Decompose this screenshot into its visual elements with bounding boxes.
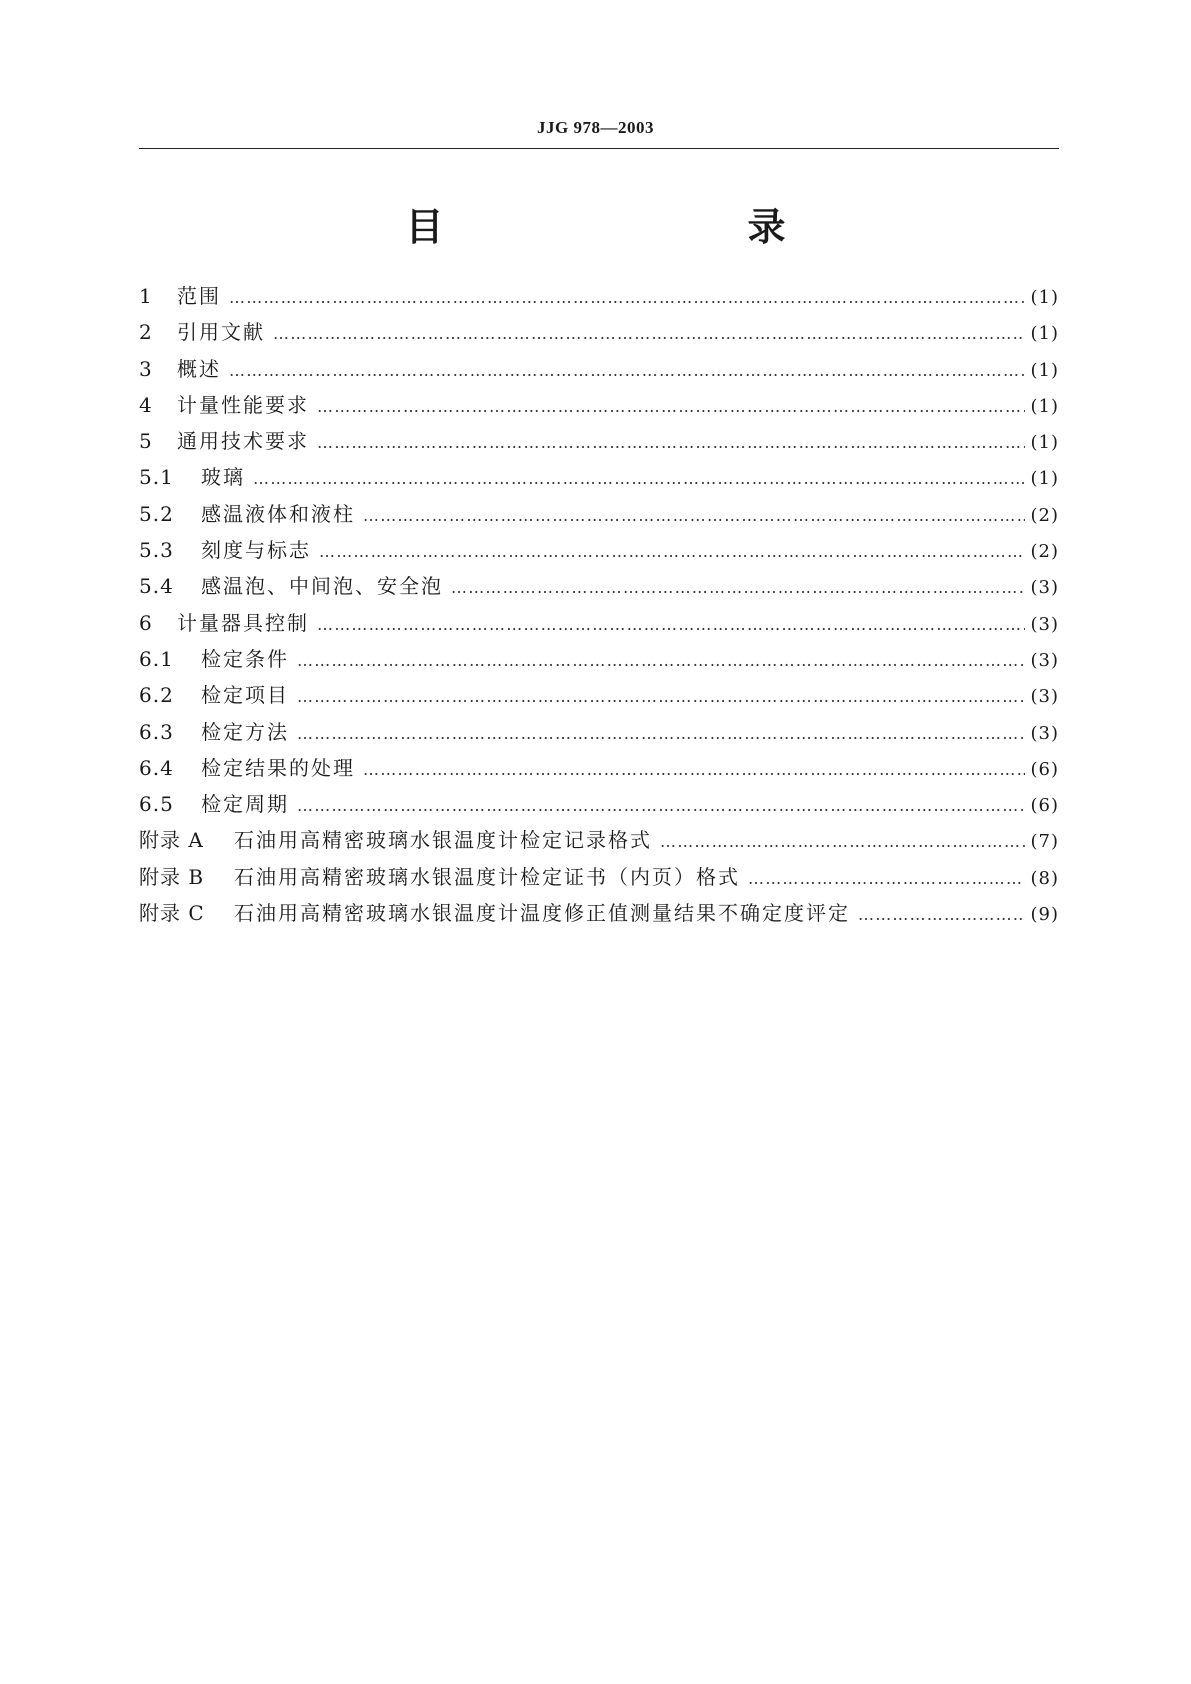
toc-entry[interactable] <box>139 607 1059 643</box>
toc-entry-page: (7) <box>1030 831 1059 853</box>
table-of-contents <box>139 280 1059 933</box>
toc-entry-page: (1) <box>1030 287 1059 308</box>
toc-entry-number: 5.1 <box>139 465 174 490</box>
toc-entry[interactable] <box>139 861 1059 897</box>
toc-entry-number: 附录 A <box>139 828 204 853</box>
toc-entry-page: (3) <box>1030 613 1059 635</box>
toc-entry-page: (9) <box>1030 904 1059 926</box>
toc-leader-dots <box>229 288 1025 307</box>
toc-entry[interactable] <box>139 353 1059 389</box>
toc-entry-page: (1) <box>1030 468 1059 490</box>
toc-leader-dots <box>229 361 1025 380</box>
toc-entry-number: 1 <box>139 284 153 308</box>
toc-leader-dots <box>253 469 1025 488</box>
toc-entry-number: 2 <box>139 320 153 345</box>
toc-entry-page: (8) <box>1030 867 1059 889</box>
toc-entry[interactable] <box>139 824 1059 860</box>
toc-leader-dots <box>363 760 1025 779</box>
toc-entry[interactable] <box>139 679 1059 715</box>
toc-leader-dots <box>297 796 1025 815</box>
toc-entry-number: 6.2 <box>139 683 174 708</box>
toc-entry-title: 石油用高精密玻璃水银温度计检定记录格式 <box>234 828 652 853</box>
toc-entry-page: (1) <box>1030 323 1059 345</box>
toc-entry-page: (3) <box>1030 577 1059 599</box>
toc-entry-title: 石油用高精密玻璃水银温度计检定证书（内页）格式 <box>234 864 740 889</box>
toc-leader-dots <box>297 724 1025 743</box>
toc-leader-dots <box>451 578 1025 597</box>
toc-entry-page: (3) <box>1030 686 1059 708</box>
toc-entry-title: 引用文献 <box>177 320 265 345</box>
toc-entry-page: (6) <box>1030 758 1059 780</box>
toc-entry-title: 计量器具控制 <box>177 610 309 635</box>
toc-entry-number: 6.4 <box>139 755 174 780</box>
toc-entry-page: (2) <box>1030 541 1059 563</box>
toc-entry-number: 6.5 <box>139 792 174 817</box>
toc-leader-dots <box>319 542 1025 561</box>
toc-entry-title: 概述 <box>177 356 221 381</box>
toc-entry-page: (3) <box>1030 649 1059 671</box>
toc-entry-title: 检定项目 <box>201 683 289 708</box>
toc-entry-title: 石油用高精密玻璃水银温度计温度修正值测量结果不确定度评定 <box>234 901 850 926</box>
toc-entry-page: (1) <box>1030 395 1059 417</box>
toc-entry[interactable] <box>139 461 1059 497</box>
toc-leader-dots <box>273 324 1025 343</box>
toc-entry-page: (3) <box>1030 722 1059 744</box>
toc-entry-number: 5.2 <box>139 501 174 526</box>
toc-leader-dots <box>363 506 1025 525</box>
toc-entry-page: (1) <box>1030 359 1059 381</box>
toc-entry[interactable] <box>139 425 1059 461</box>
toc-entry-number: 3 <box>139 356 153 381</box>
toc-entry[interactable] <box>139 534 1059 570</box>
toc-entry-title: 检定方法 <box>201 719 289 744</box>
toc-entry[interactable] <box>139 280 1059 316</box>
toc-leader-dots <box>317 615 1025 634</box>
toc-leader-dots <box>297 651 1025 670</box>
toc-entry-number: 附录 B <box>139 864 205 889</box>
toc-entry-page: (1) <box>1030 432 1059 454</box>
toc-leader-dots <box>858 905 1025 924</box>
toc-leader-dots <box>317 397 1025 416</box>
toc-entry-page: (2) <box>1030 504 1059 526</box>
toc-entry-page: (6) <box>1030 795 1059 817</box>
toc-entry[interactable] <box>139 716 1059 752</box>
toc-entry[interactable] <box>139 316 1059 352</box>
toc-entry-title: 玻璃 <box>201 465 245 490</box>
toc-leader-dots <box>748 869 1025 888</box>
toc-entry-title: 刻度与标志 <box>201 538 311 563</box>
toc-entry-number: 5.4 <box>139 574 174 599</box>
toc-entry[interactable] <box>139 498 1059 534</box>
toc-entry[interactable] <box>139 643 1059 679</box>
toc-leader-dots <box>660 832 1025 851</box>
toc-entry-title: 范围 <box>177 284 221 308</box>
toc-entry-title: 计量性能要求 <box>177 392 309 417</box>
toc-entry-title: 感温泡、中间泡、安全泡 <box>201 574 443 599</box>
toc-entry[interactable] <box>139 788 1059 824</box>
toc-entry-number: 5.3 <box>139 538 174 563</box>
toc-entry-title: 检定周期 <box>201 792 289 817</box>
toc-entry[interactable] <box>139 389 1059 425</box>
toc-entry-number: 6.1 <box>139 646 174 671</box>
toc-entry-title: 检定条件 <box>201 646 289 671</box>
toc-entry-number: 4 <box>139 392 153 417</box>
toc-entry-number: 附录 C <box>139 901 205 926</box>
document-code: JJG 978—2003 <box>537 118 654 137</box>
toc-entry[interactable] <box>139 570 1059 606</box>
toc-entry[interactable] <box>139 752 1059 788</box>
toc-entry-number: 5 <box>139 429 153 454</box>
toc-leader-dots <box>297 687 1025 706</box>
toc-entry-title: 检定结果的处理 <box>201 755 355 780</box>
toc-leader-dots <box>317 433 1025 452</box>
toc-entry-number: 6.3 <box>139 719 174 744</box>
toc-entry-title: 感温液体和液柱 <box>201 501 355 526</box>
toc-entry-number: 6 <box>139 610 153 635</box>
header-rule <box>139 148 1059 149</box>
toc-entry-title: 通用技术要求 <box>177 429 309 454</box>
toc-title: 目 录 <box>405 205 862 249</box>
toc-entry[interactable] <box>139 897 1059 933</box>
